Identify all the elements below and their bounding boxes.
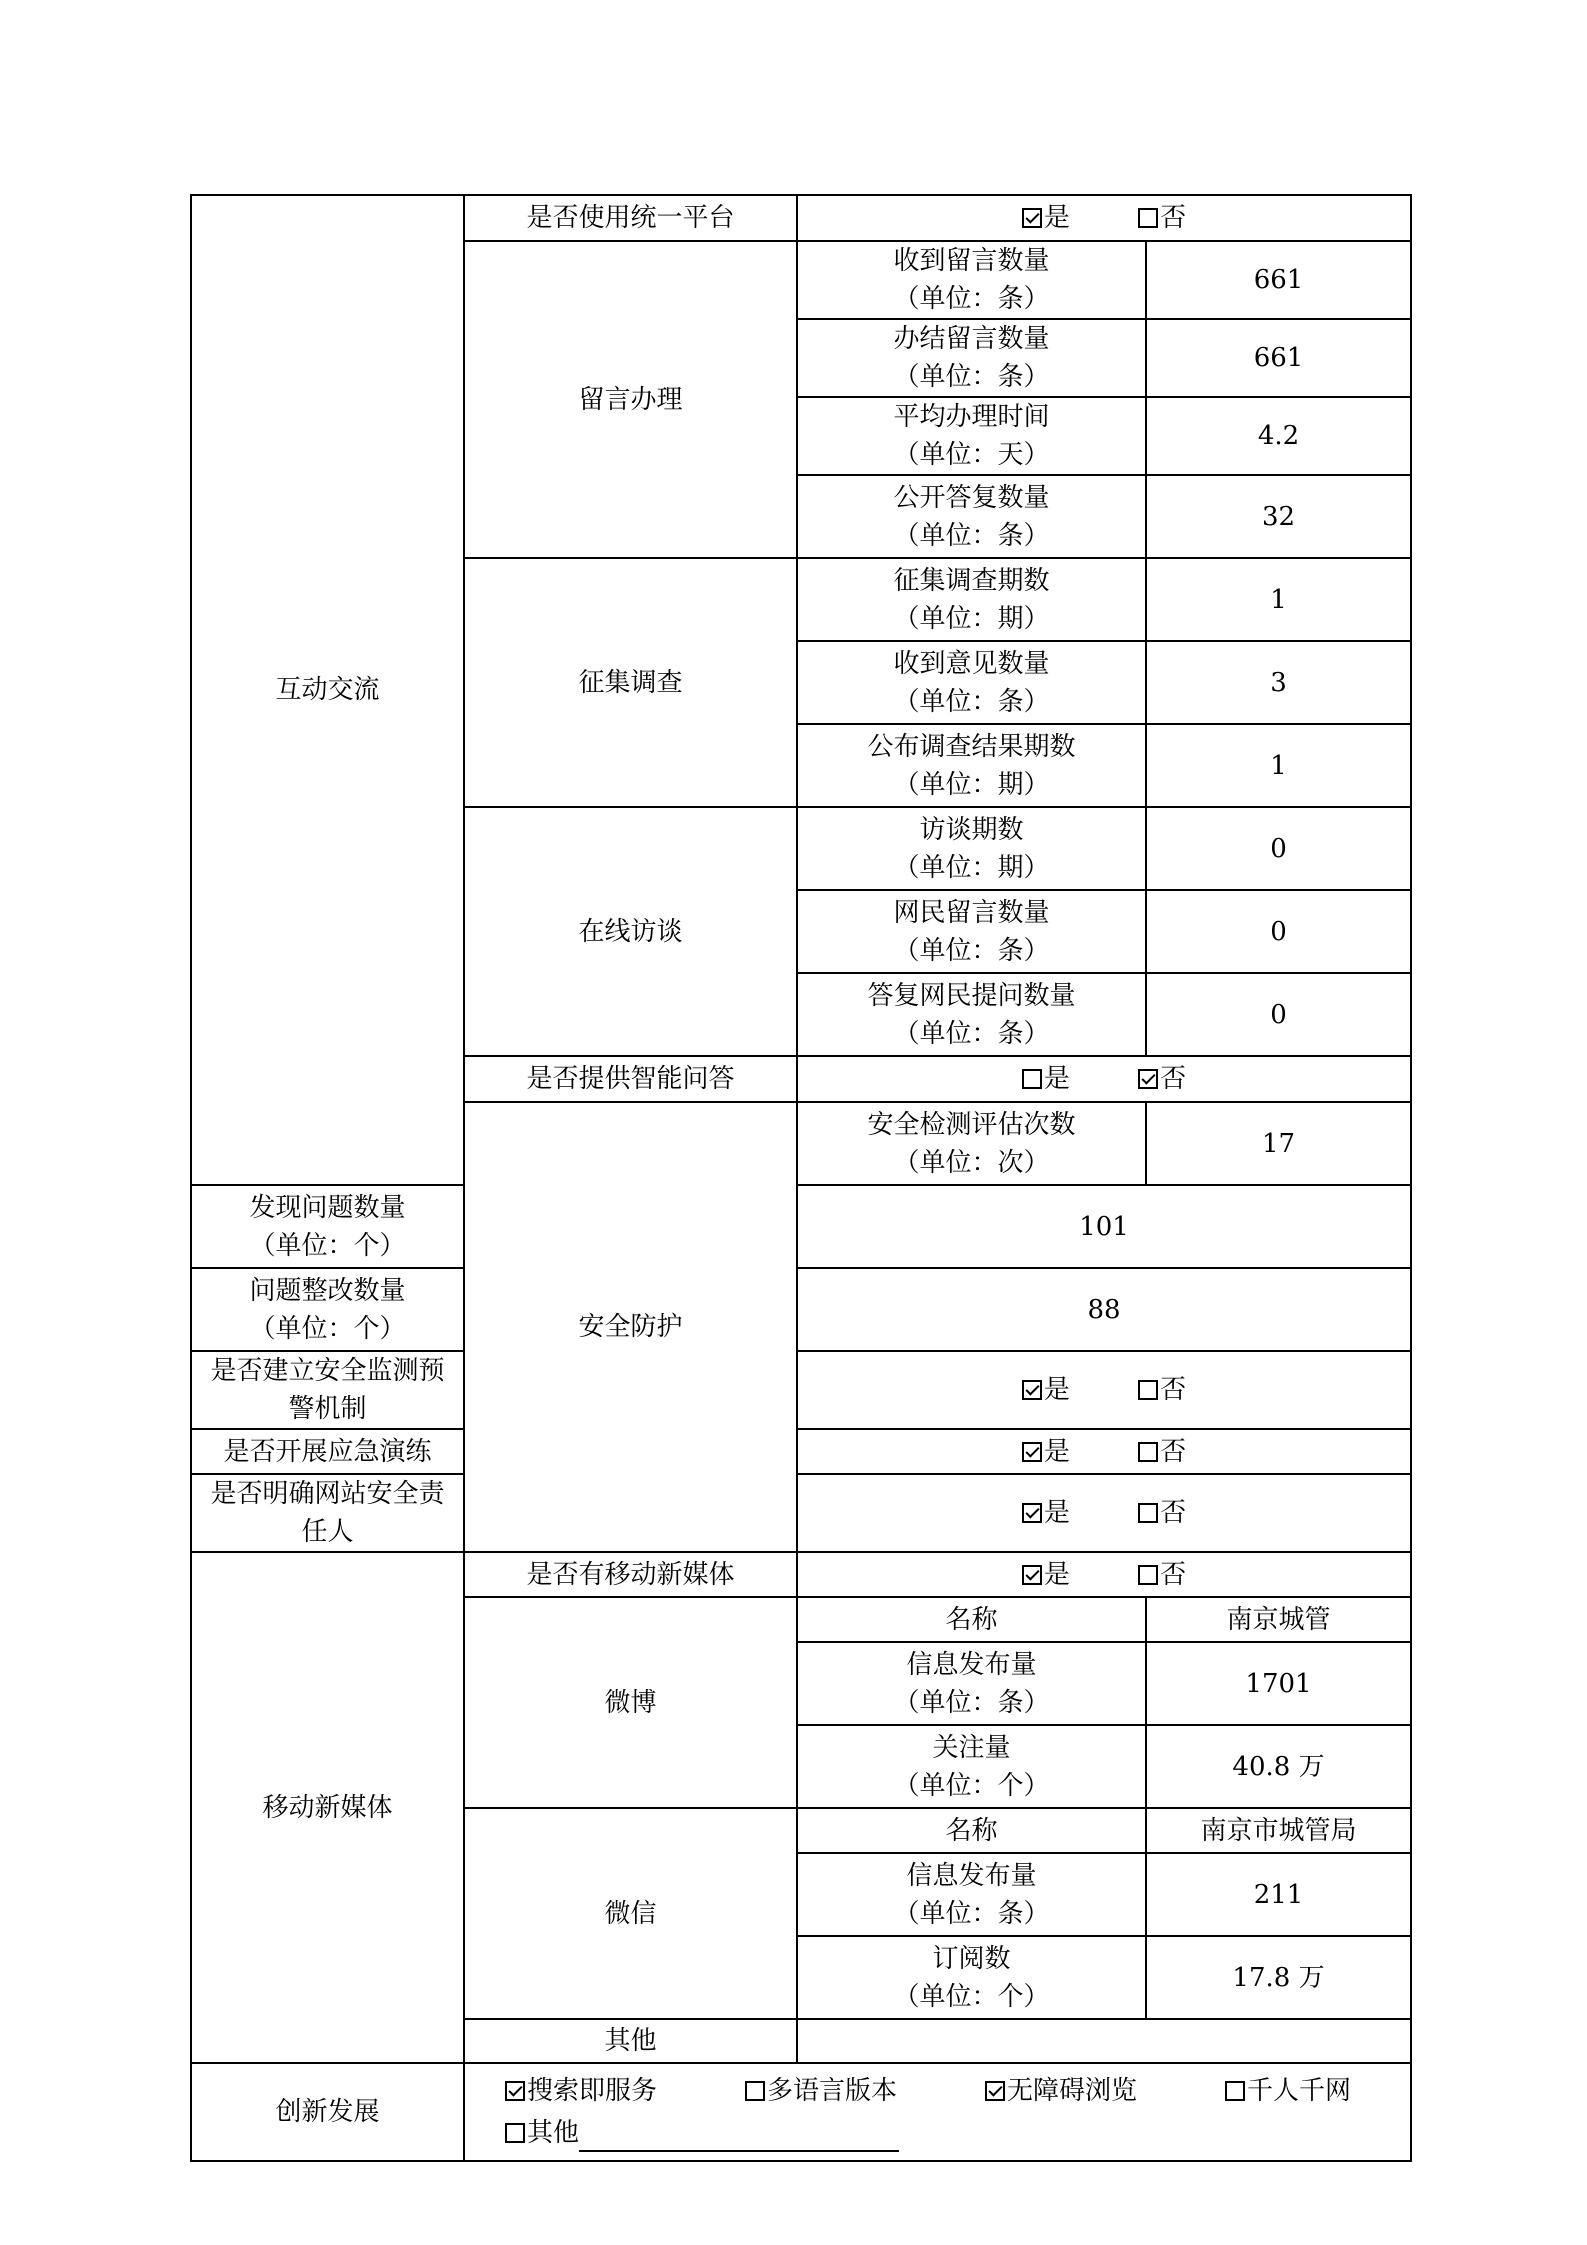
metric-value: 0 [1146,890,1411,973]
metric-label: 问题整改数量 （单位：个） [191,1268,464,1351]
metric-value: 1 [1146,558,1411,641]
smart-qa-label: 是否提供智能问答 [464,1056,797,1102]
metric-value: 40.8 万 [1146,1725,1411,1808]
metric-value: 661 [1146,319,1411,397]
has-media-options [797,1552,1411,1597]
yes-option[interactable]: 是 [1022,1556,1070,1594]
innovation-option[interactable]: 无障碍浏览 [985,2072,1225,2110]
group-messages: 留言办理 [464,241,797,558]
name-label: 名称 [797,1808,1146,1853]
metric-label: 访谈期数 （单位：期） [797,807,1146,890]
metric-label: 网民留言数量 （单位：条） [797,890,1146,973]
metric-label: 办结留言数量 （单位：条） [797,319,1146,397]
check-label: 是否建立安全监测预警机制 [191,1351,464,1429]
checkbox-icon[interactable] [1138,1503,1158,1523]
innovation-option[interactable]: 多语言版本 [745,2072,985,2110]
metric-label: 征集调查期数 （单位：期） [797,558,1146,641]
innovation-option[interactable]: 千人千网 [1225,2072,1351,2110]
metric-value: 0 [1146,807,1411,890]
metric-label: 收到留言数量 （单位：条） [797,241,1146,319]
other-media-label: 其他 [464,2019,797,2063]
other-blank-line[interactable] [579,2122,899,2152]
check-label: 是否明确网站安全责任人 [191,1474,464,1552]
metric-value: 4.2 [1146,397,1411,475]
category-media: 移动新媒体 [191,1552,464,2063]
checkbox-icon[interactable] [1022,1380,1042,1400]
checkbox-icon[interactable] [1138,1380,1158,1400]
metric-value: 3 [1146,641,1411,724]
checkbox-icon[interactable] [1138,1442,1158,1462]
other-media-value [797,2019,1411,2063]
metric-label: 答复网民提问数量 （单位：条） [797,973,1146,1056]
group-wechat: 微信 [464,1808,797,2019]
group-survey: 征集调查 [464,558,797,807]
innovation-options [464,2063,1411,2161]
metric-value: 211 [1146,1853,1411,1936]
metric-value: 88 [797,1268,1411,1351]
checkbox-icon[interactable] [505,2123,525,2143]
metric-value: 17.8 万 [1146,1936,1411,2019]
checkbox-icon[interactable] [505,2081,525,2101]
check-label: 是否开展应急演练 [191,1429,464,1474]
checkbox-icon[interactable] [1022,1565,1042,1585]
metric-value: 1701 [1146,1642,1411,1725]
metric-value: 32 [1146,475,1411,558]
group-weibo: 微博 [464,1597,797,1808]
checkbox-icon[interactable] [1138,1565,1158,1585]
metric-label: 公开答复数量 （单位：条） [797,475,1146,558]
category-security: 安全防护 [464,1102,797,1552]
metric-value: 101 [797,1185,1411,1268]
check-options [797,1474,1411,1552]
metric-value: 0 [1146,973,1411,1056]
yes-option[interactable]: 是 [1022,199,1070,237]
checkbox-icon[interactable] [1138,208,1158,228]
no-option[interactable]: 否 [1138,1371,1186,1409]
unified-platform-options [797,195,1411,241]
name-value: 南京城管 [1146,1597,1411,1642]
metric-label: 信息发布量 （单位：条） [797,1853,1146,1936]
smart-qa-options [797,1056,1411,1102]
yes-option[interactable]: 是 [1022,1494,1070,1532]
unified-platform-label: 是否使用统一平台 [464,195,797,241]
checkbox-icon[interactable] [1022,1069,1042,1089]
report-table [190,194,1412,2162]
metric-label: 订阅数 （单位：个） [797,1936,1146,2019]
category-interaction: 互动交流 [191,195,464,1185]
metric-label: 信息发布量 （单位：条） [797,1642,1146,1725]
no-option[interactable]: 否 [1138,1494,1186,1532]
metric-label: 关注量 （单位：个） [797,1725,1146,1808]
no-option[interactable]: 否 [1138,1433,1186,1471]
checkbox-icon[interactable] [1022,208,1042,228]
checkbox-icon[interactable] [1022,1503,1042,1523]
metric-value: 17 [1146,1102,1411,1185]
metric-label: 收到意见数量 （单位：条） [797,641,1146,724]
yes-option[interactable]: 是 [1022,1371,1070,1409]
name-label: 名称 [797,1597,1146,1642]
no-option[interactable]: 否 [1138,199,1186,237]
metric-value: 661 [1146,241,1411,319]
category-innovation: 创新发展 [191,2063,464,2161]
metric-label: 发现问题数量 （单位：个） [191,1185,464,1268]
checkbox-icon[interactable] [1138,1069,1158,1089]
checkbox-icon[interactable] [1022,1442,1042,1462]
checkbox-icon[interactable] [1225,2081,1245,2101]
metric-label: 平均办理时间 （单位：天） [797,397,1146,475]
yes-option[interactable]: 是 [1022,1060,1070,1098]
innovation-option[interactable]: 搜索即服务 [505,2072,745,2110]
metric-label: 安全检测评估次数 （单位：次） [797,1102,1146,1185]
no-option[interactable]: 否 [1138,1060,1186,1098]
group-interview: 在线访谈 [464,807,797,1056]
metric-value: 1 [1146,724,1411,807]
metric-label: 公布调查结果期数 （单位：期） [797,724,1146,807]
name-value: 南京市城管局 [1146,1808,1411,1853]
yes-option[interactable]: 是 [1022,1433,1070,1471]
innovation-other[interactable]: 其他 [505,2114,1370,2152]
has-media-label: 是否有移动新媒体 [464,1552,797,1597]
checkbox-icon[interactable] [985,2081,1005,2101]
check-options [797,1351,1411,1429]
checkbox-icon[interactable] [745,2081,765,2101]
check-options [797,1429,1411,1474]
no-option[interactable]: 否 [1138,1556,1186,1594]
